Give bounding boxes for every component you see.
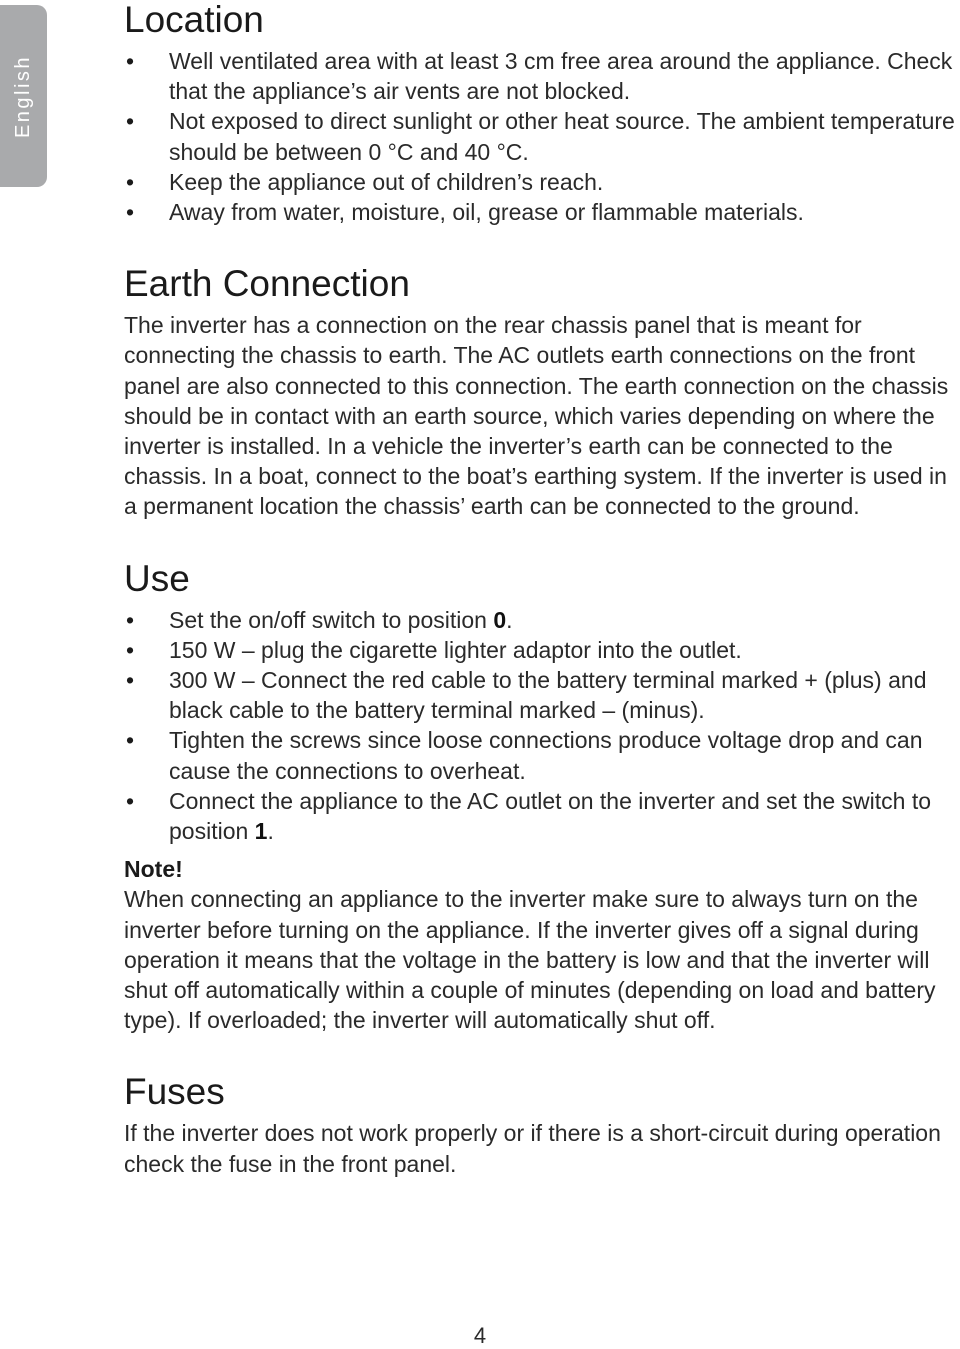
list-item (124, 786, 960, 846)
fuses-section (124, 1072, 960, 1178)
earth-connection-section (124, 264, 960, 521)
use-item-1-position: 0 (493, 606, 507, 633)
list-item: • Tighten the screws since loose connections produce voltage drop and can cause the connections to overheat. (124, 725, 960, 785)
list-item: • Not exposed to direct sunlight or other heat source. The ambient temperature should be between 0 °C and 40 °C. (124, 106, 960, 166)
language-tab (0, 5, 47, 187)
earth-connection-paragraph: The inverter has a connection on the rear chassis panel that is meant for connecting the chassis to earth. The AC outlets earth connections on the front panel are also connected to this connection. The earth connection on the chassis should be in contact with an earth source, which varies depending on where the inverter is installed. In a vehicle the inverter’s earth can be connected to the chassis. In a boat, connect to the boat’s earthing system. If the inverter is used in a permanent location the chassis’ earth can be connected to the ground. (124, 312, 949, 520)
use-section (124, 559, 960, 1036)
use-item-1-text: Set the on/off switch to position (169, 606, 494, 633)
use-item-5-end: . (267, 818, 274, 845)
note-title: Note! (124, 856, 183, 883)
note-paragraph: When connecting an appliance to the inverter make sure to always turn on the inverter before turning on the appliance. If the inverter gives off a signal during operation it means that the voltage in the battery is low and that the inverter will shut off automatically within a couple of minutes (depending on load and battery type). If overloaded; the inverter will automatically shut off. (124, 886, 936, 1034)
list-item (124, 605, 960, 635)
page-number: 4 (473, 1323, 487, 1348)
use-item-5-position: 1 (254, 818, 268, 845)
fuses-heading: Fuses (124, 1071, 225, 1113)
use-item-5-text: Connect the appliance to the AC outlet on the inverter and set the switch to position (169, 787, 932, 845)
use-heading: Use (124, 557, 190, 599)
earth-connection-heading: Earth Connection (124, 263, 410, 305)
language-tab-label: English (12, 54, 35, 138)
use-item-1-end: . (506, 606, 513, 633)
list-item: • Keep the appliance out of children’s reach. (124, 167, 960, 197)
list-item: • Well ventilated area with at least 3 cm free area around the appliance. Check that the appliance’s air vents are not blocked. (124, 46, 960, 106)
location-list (124, 46, 960, 227)
location-section (124, 0, 960, 227)
fuses-paragraph: If the inverter does not work properly or if there is a short-circuit during operation check the fuse in the front panel. (124, 1120, 941, 1177)
page-content (124, 0, 960, 1179)
location-heading: Location (124, 0, 264, 40)
use-list (124, 605, 960, 847)
list-item: • Away from water, moisture, oil, grease or flammable materials. (124, 197, 960, 227)
list-item: • 150 W – plug the cigarette lighter adaptor into the outlet. (124, 635, 960, 665)
list-item: • 300 W – Connect the red cable to the battery terminal marked + (plus) and black cable to the battery terminal marked – (minus). (124, 665, 960, 725)
